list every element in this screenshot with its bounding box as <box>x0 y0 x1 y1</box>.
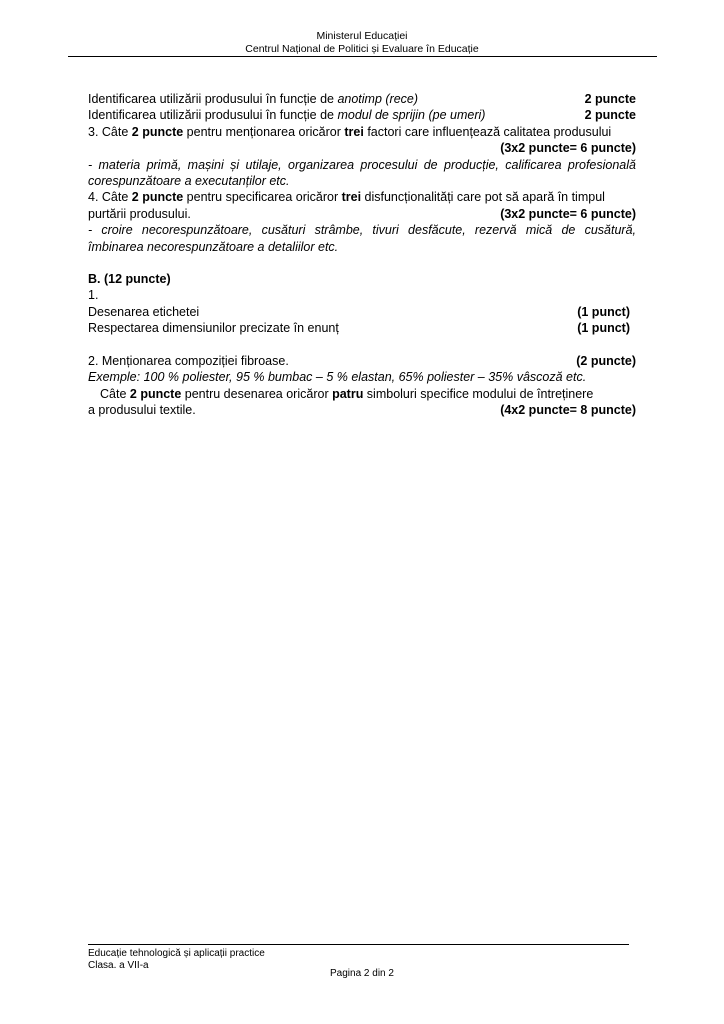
points-eticheta: (1 punct) <box>577 304 630 319</box>
page-number: Pagina 2 din 2 <box>330 968 394 979</box>
line-sprijin: Identificarea utilizării produsului în funcție de modul de sprijin (pe umeri) 2 puncte <box>88 108 636 123</box>
header-center: Centrul Național de Politici și Evaluare în Educație <box>245 43 479 55</box>
line-simboluri-cont: a produsului textile. (4x2 puncte= 8 puncte) <box>88 402 636 417</box>
answer-item-4: - croire necorespunzătoare, cusături strâmbe, tivuri desfăcute, rezervă mică de cusătură, îmbinarea necorespunzătoare a detaliilor etc. <box>88 223 636 254</box>
points-anotimp: 2 puncte <box>584 92 636 106</box>
points-item-3: (3x2 puncte= 6 puncte) <box>500 141 636 156</box>
section-b-title: B. (12 puncte) <box>88 272 171 287</box>
footer-subject: Educație tehnologică și aplicații practice <box>88 948 265 959</box>
answer-item-3: - materia primă, mașini și utilaje, organizarea procesului de producție, calificarea profesională corespunzătoare a executanților etc. <box>88 157 636 189</box>
item-4-cont: purtării produsului. (3x2 puncte= 6 puncte) <box>88 206 636 221</box>
document-body <box>88 91 636 418</box>
line-eticheta: Desenarea etichetei (1 punct) <box>88 304 630 319</box>
item-4: 4. Câte 2 puncte pentru specificarea oricăror trei disfuncționalități care pot să apară în timpul <box>88 190 605 205</box>
footer-rule <box>88 944 629 945</box>
line-dimensiuni: Respectarea dimensiunilor precizate în enunț (1 punct) <box>88 321 630 336</box>
line-simboluri: Câte 2 puncte pentru desenarea oricăror patru simboluri specifice modului de întreținere <box>100 386 594 401</box>
points-sprijin: 2 puncte <box>584 108 636 123</box>
section-b-num-1: 1. <box>88 288 99 303</box>
line-compozitie: 2. Menționarea compoziției fibroase. (2 puncte) <box>88 353 636 368</box>
examples-compozitie: Exemple: 100 % poliester, 95 % bumbac – 5 % elastan, 65% poliester – 35% vâscoză etc. <box>88 370 587 385</box>
points-dimensiuni: (1 punct) <box>577 321 630 336</box>
points-item-4: (3x2 puncte= 6 puncte) <box>500 206 636 221</box>
header-rule <box>68 56 657 57</box>
points-compozitie: (2 puncte) <box>576 353 636 368</box>
item-3: 3. Câte 2 puncte pentru menționarea oricăror trei factori care influențează calitatea produsului <box>88 124 612 139</box>
footer-grade: Clasa. a VII-a <box>88 960 149 971</box>
line-anotimp: Identificarea utilizării produsului în funcție de anotimp (rece) 2 puncte <box>88 92 636 106</box>
header-ministry: Ministerul Educației <box>316 30 408 42</box>
points-simboluri: (4x2 puncte= 8 puncte) <box>500 402 636 417</box>
